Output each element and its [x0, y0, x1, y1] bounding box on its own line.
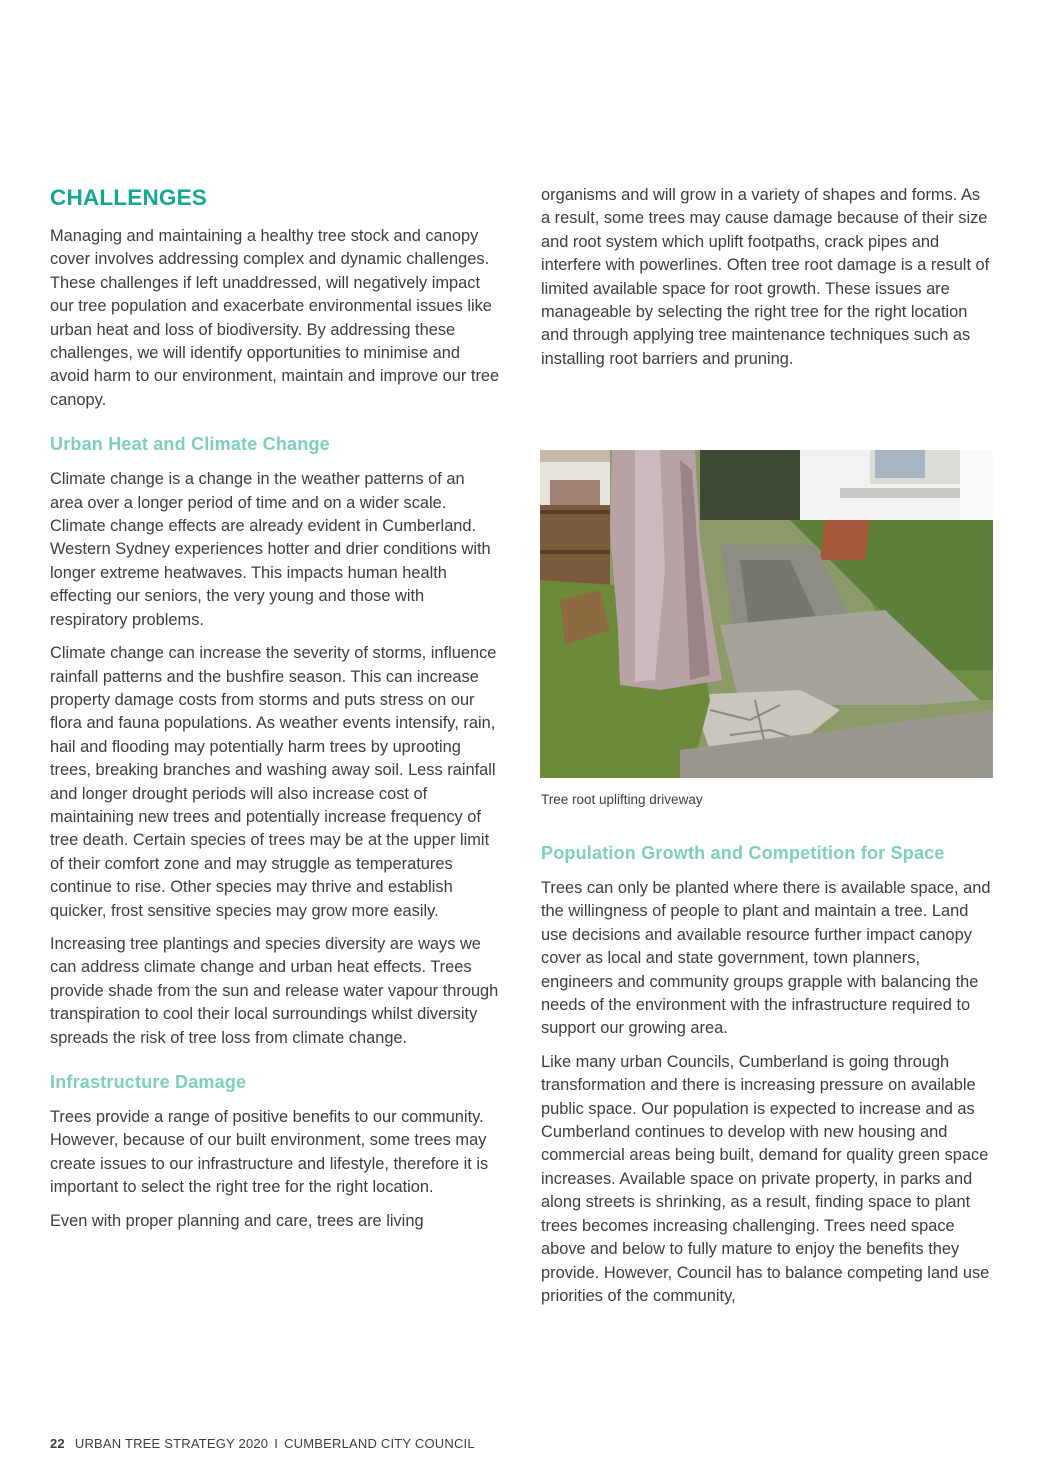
urban-heat-paragraph-3: Increasing tree plantings and species diversity are ways we can address climate change and urban heat effects. Trees provide shade from the sun and release water vapour through transpiration to cool their local surroundings whilst diversity spreads the risk of tree loss from climate change. — [50, 934, 499, 1047]
page-footer — [50, 1436, 475, 1451]
urban-heat-paragraph-2: Climate change can increase the severity of storms, influence rainfall patterns and the bushfire season. This can increase property damage costs from storms and puts stress on our flora and fauna populations. As weather events intensify, rain, hail and flooding may potentially harm trees by uprooting trees, breaking branches and washing away soil. Less rainfall and longer drought periods will also increase cost of maintaining new trees and potentially increase frequency of tree death. Certain species of trees may be at the upper limit of their comfort zone and may struggle as temperatures continue to rise. Other species may thrive and establish quicker, frost sensitive species may grow more easily. — [50, 644, 497, 920]
right-column-lower — [541, 841, 993, 1318]
publication-title: URBAN TREE STRATEGY 2020 — [74, 1436, 269, 1451]
infrastructure-continued: organisms and will grow in a variety of shapes and forms. As a result, some trees may cause damage because of their size and root system which uplift footpaths, crack pipes and interfere with powerlines. Often tree root damage is a result of limited available space for root growth. These issues are manageable by selecting the right tree for the right location and through applying tree maintenance techniques such as installing root barriers and pruning. — [541, 186, 990, 368]
population-heading: Population Growth and Competition for Space — [541, 843, 945, 863]
infrastructure-heading: Infrastructure Damage — [50, 1072, 247, 1092]
infrastructure-paragraph-1: Trees provide a range of positive benefits to our community. However, because of our built environment, some trees may create issues to our infrastructure and lifestyle, therefore it is important to select the right tree for the right location. — [50, 1108, 489, 1197]
urban-heat-paragraph-1: Climate change is a change in the weather patterns of an area over a longer period of time and on a wider scale. Climate change effects are already evident in Cumberland. Western Sydney experiences hotter and drier conditions with longer extreme heatwaves. This impacts human health effecting our seniors, the very young and those with respiratory problems. — [50, 470, 491, 629]
photo-caption: Tree root uplifting driveway — [541, 792, 703, 807]
challenges-intro: Managing and maintaining a healthy tree stock and canopy cover involves addressing complex and dynamic challenges. These challenges if left unaddressed, will negatively impact our tree population and exacerbate environmental issues like urban heat and loss of biodiversity. By addressing these challenges, we will identify opportunities to minimise and avoid harm to our environment, maintain and improve our tree canopy. — [50, 227, 500, 409]
page-number: 22 — [50, 1436, 65, 1451]
urban-heat-heading: Urban Heat and Climate Change — [50, 434, 330, 455]
infrastructure-paragraph-2: Even with proper planning and care, trees are living — [50, 1211, 424, 1230]
footer-separator: I — [274, 1436, 279, 1451]
population-paragraph-1: Trees can only be planted where there is available space, and the willingness of people to plant and maintain a tree. Land use decisions and available resource further impact canopy cover as local and state government, town planners, engineers and community groups grapple with balancing the needs of the environment with the infrastructure required to support our growing area. — [541, 879, 991, 1038]
left-column — [50, 184, 500, 1243]
population-paragraph-2: Like many urban Councils, Cumberland is going through transformation and there is increasing pressure on available public space. Our population is expected to increase and as Cumberland continues to develop with new housing and commercial areas being built, demand for quality green space increases. Available space on private property, in parks and along streets is shrinking, as a result, finding space to plant trees becomes increasing challenging. Trees need space above and below to fully mature to enjoy the benefits they provide. However, Council has to balance competing land use priorities of the community, — [541, 1052, 990, 1305]
right-column-upper — [541, 184, 993, 381]
tree-root-photo — [540, 450, 993, 778]
organisation-name: CUMBERLAND CITY COUNCIL — [284, 1436, 475, 1451]
challenges-heading: CHALLENGES — [50, 185, 208, 210]
